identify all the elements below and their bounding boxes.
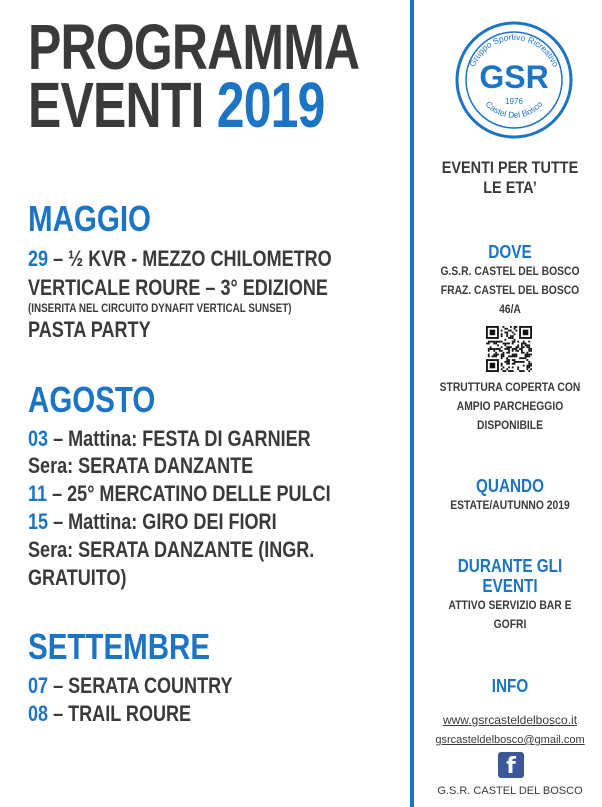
during-title-line1: DURANTE GLI <box>457 556 563 576</box>
event-day: 03 <box>28 426 49 451</box>
facebook-icon[interactable]: f <box>498 752 524 778</box>
during-line1: ATTIVO SERVIZIO BAR E <box>448 598 572 612</box>
event-agosto-11 <box>28 480 331 507</box>
event-agosto-15-line3: GRATUITO) <box>28 565 127 590</box>
venue-line2: AMPIO PARCHEGGIO <box>456 399 564 413</box>
footer-text: G.S.R. CASTEL DEL BOSCO <box>437 785 583 797</box>
logo-initials: GSR <box>479 59 549 95</box>
event-agosto-03 <box>28 425 311 452</box>
event-text: – ½ KVR - MEZZO CHILOMETRO <box>48 246 332 271</box>
event-settembre-07 <box>28 672 233 699</box>
where-line2: FRAZ. CASTEL DEL BOSCO <box>440 283 580 297</box>
during-block <box>418 556 602 634</box>
event-text: – Mattina: FESTA DI GARNIER <box>48 426 311 451</box>
month-heading-agosto: AGOSTO <box>28 379 156 420</box>
gsr-logo <box>454 20 574 140</box>
footer-row <box>418 781 602 799</box>
event-text: – Mattina: GIRO DEI FIORI <box>48 509 277 534</box>
where-line1: G.S.R. CASTEL DEL BOSCO <box>440 264 580 278</box>
event-maggio-29-line3: PASTA PARTY <box>28 317 151 342</box>
when-block <box>418 476 602 515</box>
website-row <box>418 711 602 729</box>
event-text: – SERATA COUNTRY <box>48 673 233 698</box>
event-text: – 25° MERCATINO DELLE PULCI <box>47 481 331 506</box>
when-text: ESTATE/AUTUNNO 2019 <box>450 498 570 512</box>
where-title: DOVE <box>488 242 532 262</box>
event-agosto-03-line2: Sera: SERATA DANZANTE <box>28 453 254 478</box>
event-day: 07 <box>28 673 49 698</box>
logo-arc-text: Gruppo Sportivo Ricreativo <box>467 31 561 69</box>
event-maggio-29-note: (INSERITA NEL CIRCUITO DYNAFIT VERTICAL SUNSET) <box>28 301 292 315</box>
all-ages-line1: EVENTI PER TUTTE <box>441 158 579 177</box>
title-year: 2019 <box>216 69 325 141</box>
event-day: 29 <box>28 246 49 271</box>
all-ages-block <box>418 158 602 198</box>
month-heading-settembre: SETTEMBRE <box>28 626 211 667</box>
website-link[interactable]: www.gsrcasteldelbosco.it <box>442 713 578 727</box>
venue-block <box>418 378 602 435</box>
event-settembre-08 <box>28 700 191 727</box>
event-day: 11 <box>28 481 48 506</box>
event-day: 08 <box>28 701 49 726</box>
venue-line3: DISPONIBILE <box>477 418 543 432</box>
event-maggio-29-line2: VERTICALE ROURE – 3° EDIZIONE <box>28 275 328 300</box>
info-title: INFO <box>491 676 529 696</box>
all-ages-line2: LE ETA’ <box>483 178 537 197</box>
title-line1: PROGRAMMA <box>28 11 360 83</box>
event-agosto-15 <box>28 508 277 535</box>
venue-line1: STRUTTURA COPERTA CON <box>439 380 581 394</box>
title-line2 <box>28 69 359 141</box>
during-title-line2: EVENTI <box>482 576 538 596</box>
when-title: QUANDO <box>476 476 544 496</box>
page-title <box>28 11 360 141</box>
email-link[interactable]: gsrcasteldelbosco@gmail.com <box>435 734 585 746</box>
event-maggio-29 <box>28 245 332 272</box>
event-agosto-15-line2: Sera: SERATA DANZANTE (INGR. <box>28 537 315 562</box>
title-prefix: EVENTI <box>28 69 217 141</box>
email-row <box>418 730 602 748</box>
logo-year: 1976 <box>505 97 523 106</box>
column-divider <box>410 0 414 807</box>
where-line3: 46/A <box>499 302 521 316</box>
where-block <box>418 242 602 319</box>
info-block <box>418 676 602 696</box>
month-heading-maggio: MAGGIO <box>28 198 151 239</box>
qr-code-icon <box>486 326 532 372</box>
during-line2: GOFRI <box>493 617 527 631</box>
event-day: 15 <box>28 509 49 534</box>
logo-bottom-text: Castel Del Bosco <box>483 98 545 120</box>
event-text: – TRAIL ROURE <box>48 701 192 726</box>
